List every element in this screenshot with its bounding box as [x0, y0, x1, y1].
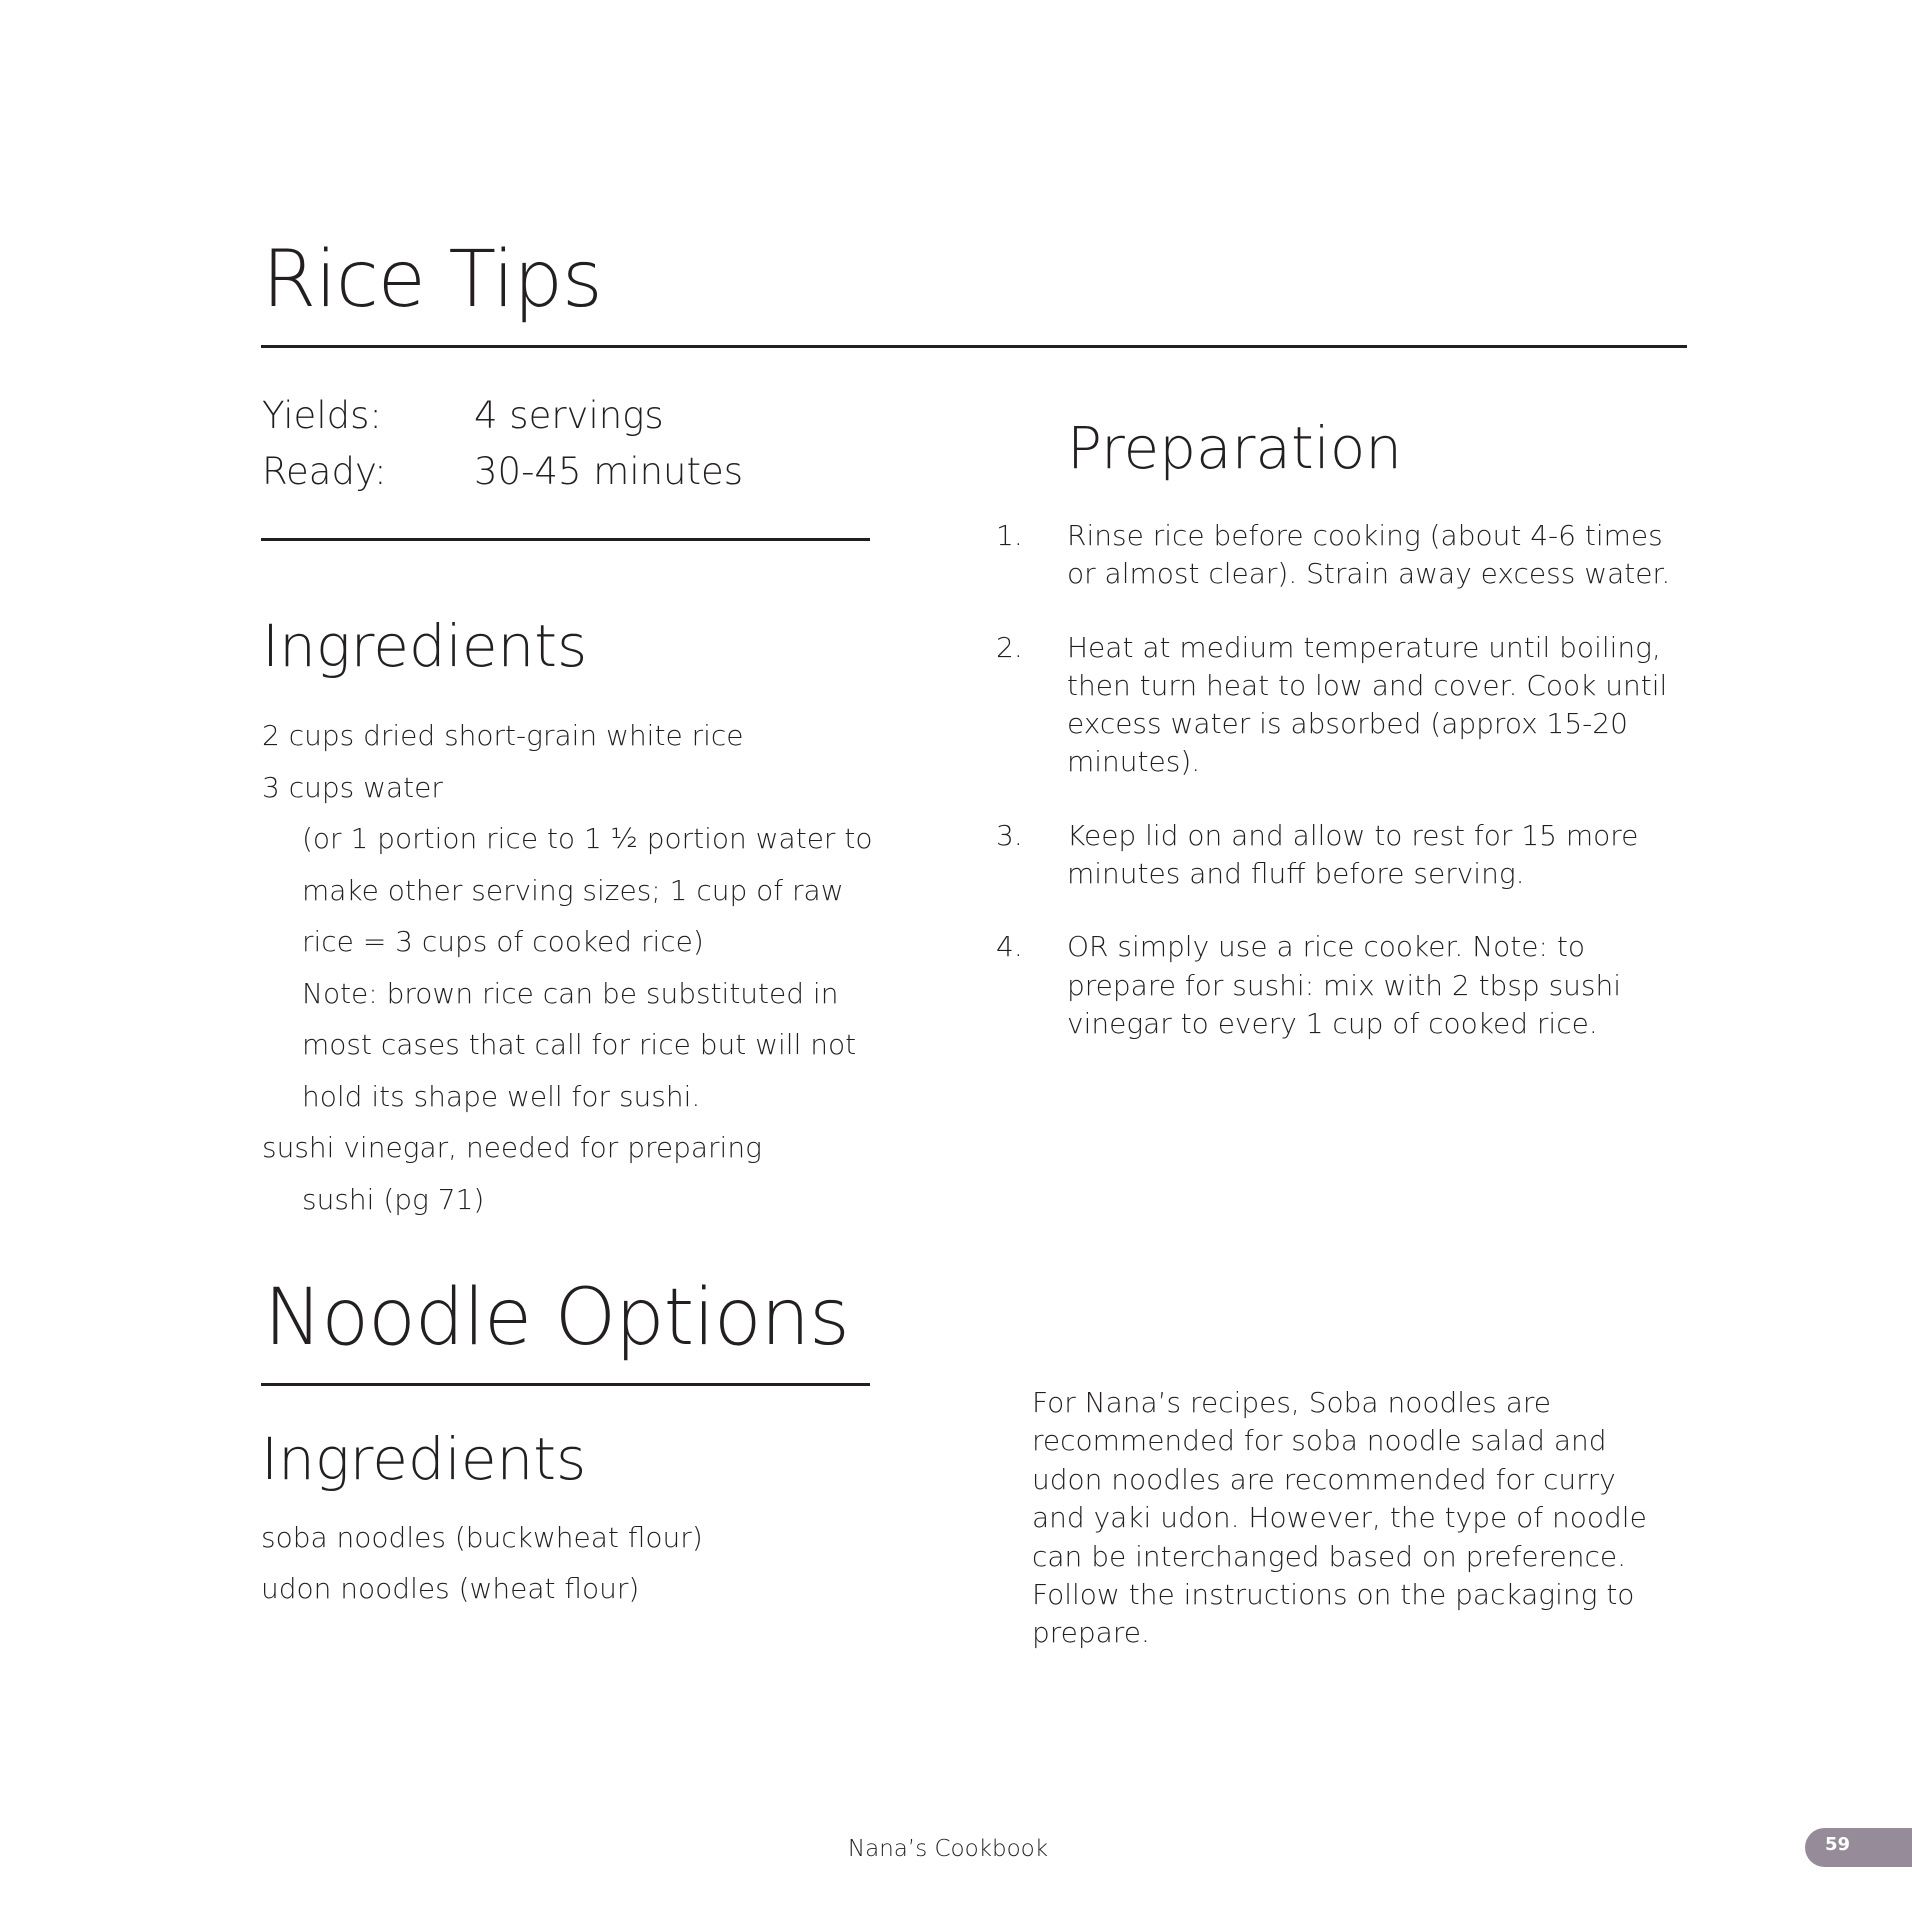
list-item: (or 1 portion rice to 1 ½ portion water to: [302, 822, 873, 855]
page-number: 59: [1825, 1834, 1851, 1855]
book-title: Nana’s Cookbook: [847, 1836, 1049, 1862]
step-number: 2.: [996, 630, 1023, 664]
page-number-tab: [1805, 1828, 1912, 1867]
step-text: Heat at medium temperature until boiling, then turn heat to low and cover. Cook until excess water is absorbed (approx 15-20 minutes).: [1067, 630, 1668, 779]
step-number: 3.: [996, 818, 1023, 852]
noodle-title: Noodle Options: [264, 1273, 849, 1363]
list-item: 2 cups dried short-grain white rice: [262, 719, 744, 752]
preparation-heading: Preparation: [1067, 414, 1403, 482]
list-item: soba noodles (buckwheat flour): [261, 1521, 703, 1554]
list-item: Note: brown rice can be substituted in: [302, 976, 839, 1010]
step-item: [996, 928, 1696, 1043]
meta-divider: [261, 538, 870, 541]
step-item: [996, 629, 1696, 782]
step-text: Keep lid on and allow to rest for 15 more minutes and fluff before serving.: [1067, 818, 1639, 891]
noodle-divider: [261, 1383, 870, 1386]
step-text: OR simply use a rice cooker. Note: to prepare for sushi: mix with 2 tbsp sushi vinegar to every 1 cup of cooked rice.: [1067, 930, 1622, 1040]
ready-label: Ready:: [262, 450, 387, 493]
list-item: sushi vinegar, needed for preparing: [262, 1131, 762, 1164]
list-item: hold its shape well for sushi.: [302, 1079, 701, 1113]
preparation-steps: [996, 517, 1696, 1078]
step-number: 1.: [996, 519, 1023, 552]
step-number: 4.: [996, 930, 1023, 964]
list-item: make other serving sizes; 1 cup of raw: [302, 873, 844, 907]
step-item: [996, 517, 1696, 594]
noodle-ingredients-heading: Ingredients: [261, 1425, 587, 1493]
ready-value: 30-45 minutes: [474, 450, 744, 493]
list-item: udon noodles (wheat flour): [261, 1572, 640, 1605]
list-item: 3 cups water: [262, 770, 443, 804]
list-item: sushi (pg 71): [302, 1182, 485, 1216]
noodle-note: For Nana’s recipes, Soba noodles are recommended for soba noodle salad and udon noodles are recommended for curry and yaki udon. However, the type of noodle can be interchanged based on preference. Follow the instructions on the packaging to prepare.: [1032, 1386, 1647, 1650]
title-divider: [261, 345, 1687, 348]
step-text: Rinse rice before cooking (about 4-6 times or almost clear). Strain away excess water.: [1067, 519, 1671, 591]
rice-ingredients-list: [262, 710, 882, 1225]
page-title: Rice Tips: [262, 235, 602, 325]
list-item: most cases that call for rice but will not: [302, 1028, 857, 1061]
list-item: rice = 3 cups of cooked rice): [302, 925, 704, 958]
step-item: [996, 817, 1696, 894]
noodle-ingredients-list: [261, 1512, 703, 1614]
rice-ingredients-heading: Ingredients: [262, 612, 588, 680]
yields-label: Yields:: [262, 394, 382, 437]
yields-value: 4 servings: [474, 394, 664, 437]
